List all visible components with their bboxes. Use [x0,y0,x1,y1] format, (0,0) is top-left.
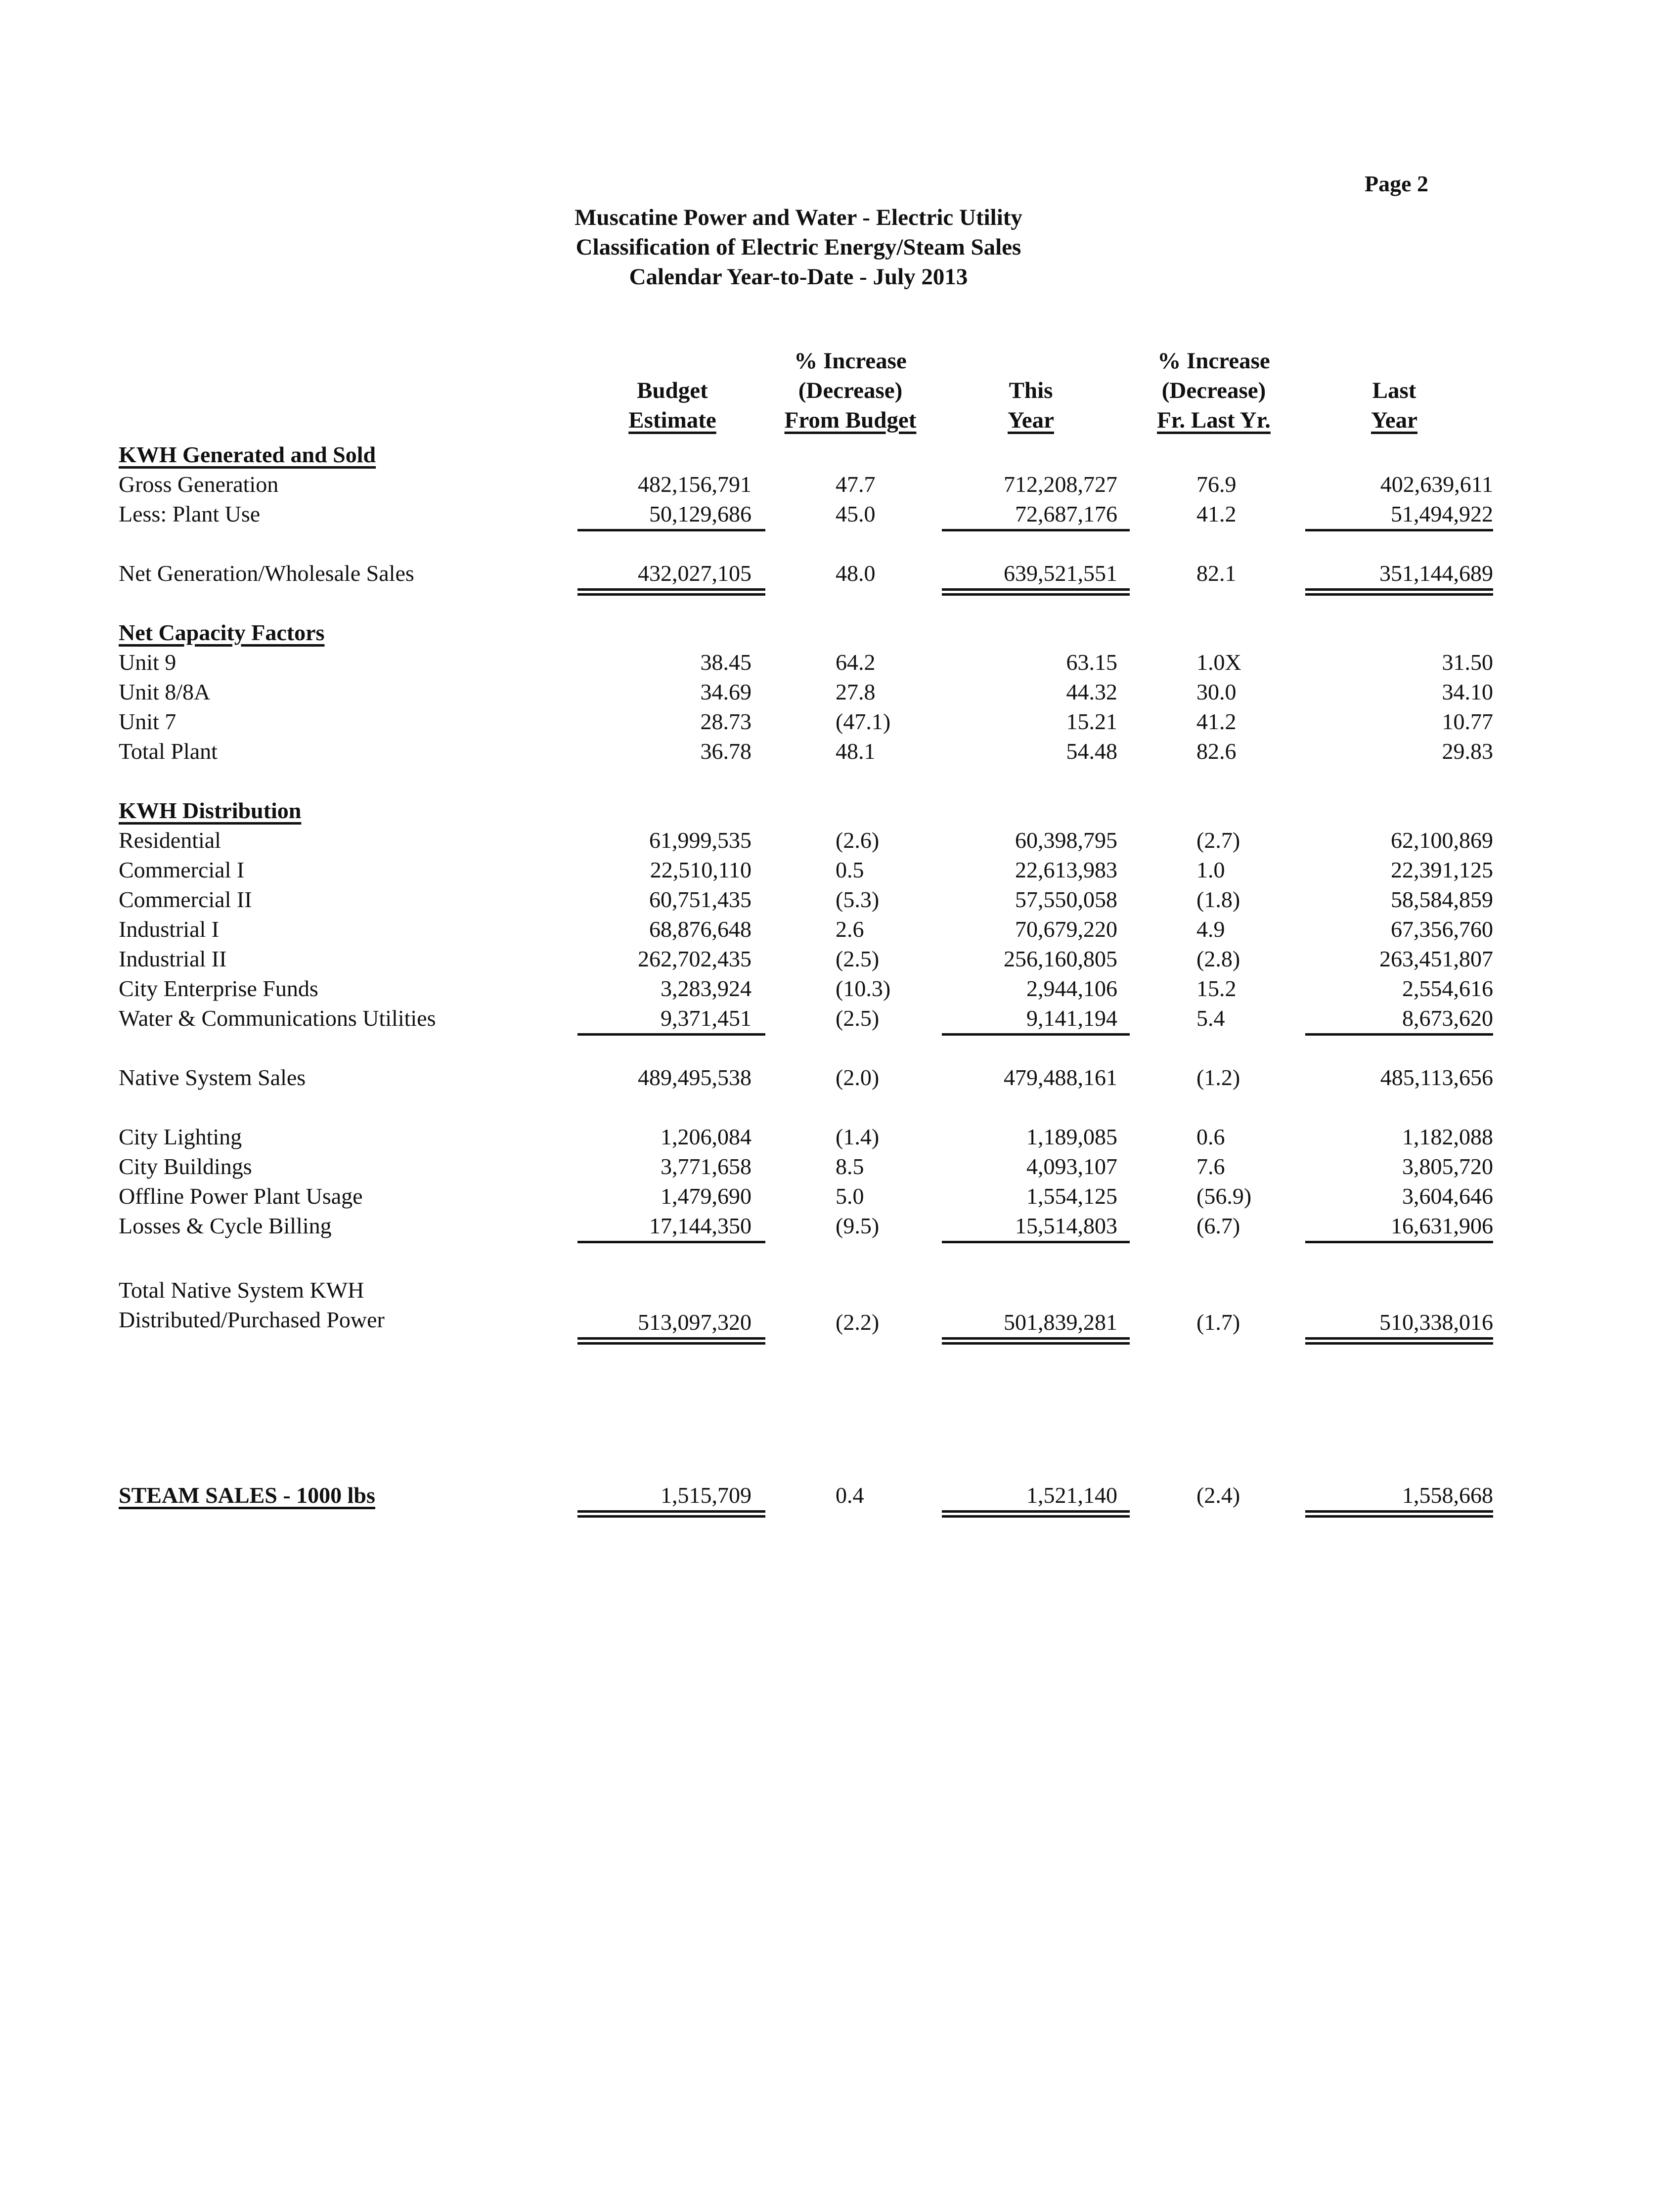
cell-pct-last-year: 5.4 [1196,1005,1225,1031]
cell-this-year: 256,160,805 [1004,946,1117,971]
cell-this-year: 22,613,983 [1015,857,1117,882]
row-label: Unit 8/8A [119,679,211,704]
double-rule [577,1337,765,1340]
col-header-line: (Decrease) [1161,378,1266,403]
col-header-line: Year [1008,407,1054,433]
cell-pct-last-year: 0.6 [1196,1124,1225,1149]
double-rule [577,1510,765,1513]
col-header-line: Year [1371,407,1417,433]
row-label: City Enterprise Funds [119,976,318,1001]
cell-last-year: 62,100,869 [1391,828,1493,853]
cell-budget: 489,495,538 [638,1065,752,1090]
title-line-3: Calendar Year-to-Date - July 2013 [629,264,968,290]
cell-pct-last-year: (1.2) [1196,1065,1240,1090]
title-line-2: Classification of Electric Energy/Steam Sales [575,234,1021,260]
row-label: Unit 9 [119,650,177,675]
page-number: Page 2 [1365,171,1429,196]
cell-pct-last-year: (2.8) [1196,946,1240,971]
cell-budget: 61,999,535 [649,828,752,853]
row-label: Commercial I [119,857,245,882]
cell-pct-budget: 48.1 [836,739,876,764]
double-rule [577,593,765,596]
col-header-line: This [1009,378,1053,403]
cell-pct-last-year: (2.4) [1196,1483,1240,1508]
cell-pct-budget: (2.6) [836,828,880,853]
cell-last-year: 1,182,088 [1402,1124,1493,1149]
cell-pct-budget: 64.2 [836,650,876,675]
cell-pct-budget: 5.0 [836,1183,864,1209]
cell-this-year: 2,944,106 [1026,976,1117,1001]
row-label: Less: Plant Use [119,501,261,526]
subtotal-rule [1305,1033,1493,1036]
cell-last-year: 485,113,656 [1380,1065,1493,1090]
cell-pct-budget: 45.0 [836,501,876,526]
double-rule [1305,593,1493,596]
cell-last-year: 3,805,720 [1402,1154,1493,1179]
col-header-pct-from-last-year [1115,346,1313,435]
cell-budget: 50,129,686 [649,501,752,526]
cell-last-year: 351,144,689 [1379,561,1493,586]
col-header-line: Fr. Last Yr. [1157,407,1271,433]
cell-pct-last-year: 4.9 [1196,917,1225,942]
cell-this-year: 70,679,220 [1015,917,1117,942]
cell-last-year: 402,639,611 [1380,472,1493,497]
cell-last-year: 2,554,616 [1402,976,1493,1001]
cell-last-year: 51,494,922 [1391,501,1493,526]
double-rule [942,1510,1130,1513]
col-header-line [574,346,771,376]
cell-pct-last-year: (1.7) [1196,1310,1240,1335]
cell-last-year: 58,584,859 [1391,887,1493,912]
double-rule [942,588,1130,591]
col-header-pct-from-budget [752,346,949,435]
row-label: City Buildings [119,1154,252,1179]
cell-this-year: 9,141,194 [1026,1005,1117,1031]
cell-pct-budget: (47.1) [836,709,891,734]
double-rule [942,1337,1130,1340]
col-header-line: % Increase [794,348,907,374]
cell-last-year: 510,338,016 [1379,1310,1493,1335]
section-heading-kwh-generated: KWH Generated and Sold [119,442,376,467]
cell-last-year: 67,356,760 [1391,917,1493,942]
subtotal-rule [577,1241,765,1243]
col-header-budget-estimate [574,346,771,435]
row-label: Gross Generation [119,472,279,497]
col-header-line: Last [1372,378,1416,403]
cell-this-year: 60,398,795 [1015,828,1117,853]
cell-budget: 1,479,690 [661,1183,752,1209]
cell-last-year: 8,673,620 [1402,1005,1493,1031]
double-rule [577,588,765,591]
cell-this-year: 72,687,176 [1015,501,1117,526]
cell-pct-last-year: 1.0 [1196,857,1225,882]
subtotal-rule [577,529,765,531]
section-heading-capacity: Net Capacity Factors [119,620,325,645]
title-line-1: Muscatine Power and Water - Electric Utility [575,205,1022,230]
cell-last-year: 263,451,807 [1379,946,1493,971]
cell-this-year: 44.32 [1066,679,1117,704]
cell-budget: 22,510,110 [650,857,752,882]
subtotal-rule [1305,1241,1493,1243]
cell-pct-budget: 47.7 [836,472,876,497]
row-label: Commercial II [119,887,252,912]
cell-pct-budget: (10.3) [836,976,891,1001]
subtotal-rule [942,1241,1130,1243]
cell-budget: 3,771,658 [661,1154,752,1179]
cell-last-year: 29.83 [1442,739,1493,764]
row-label: Industrial I [119,917,220,942]
cell-this-year: 54.48 [1066,739,1117,764]
cell-budget: 34.69 [700,679,752,704]
subtotal-rule [1305,529,1493,531]
cell-pct-last-year: (2.7) [1196,828,1240,853]
double-rule [942,593,1130,596]
cell-pct-last-year: (1.8) [1196,887,1240,912]
col-header-line [1295,346,1493,376]
cell-pct-budget: (5.3) [836,887,880,912]
row-label: Water & Communications Utilities [119,1005,436,1031]
cell-last-year: 34.10 [1442,679,1493,704]
cell-budget: 28.73 [700,709,752,734]
cell-this-year: 1,189,085 [1026,1124,1117,1149]
cell-this-year: 63.15 [1066,650,1117,675]
cell-budget: 513,097,320 [638,1310,752,1335]
cell-pct-last-year: 41.2 [1196,709,1237,734]
cell-pct-budget: (2.5) [836,1005,880,1031]
row-label-line-1: Total Native System KWH [119,1277,364,1303]
double-rule [577,1342,765,1345]
cell-budget: 482,156,791 [638,472,752,497]
col-header-line: (Decrease) [798,378,903,403]
cell-pct-budget: (2.5) [836,946,880,971]
cell-pct-last-year: 82.1 [1196,561,1237,586]
subtotal-rule [577,1033,765,1036]
row-label: Total Plant [119,739,218,764]
double-rule [577,1515,765,1518]
row-label: Residential [119,828,221,853]
cell-budget: 432,027,105 [638,561,752,586]
cell-budget: 3,283,924 [661,976,752,1001]
cell-pct-last-year: 15.2 [1196,976,1237,1001]
cell-pct-last-year: 7.6 [1196,1154,1225,1179]
row-label: Native System Sales [119,1065,306,1090]
cell-last-year: 22,391,125 [1391,857,1493,882]
row-label: Industrial II [119,946,227,971]
col-header-line: Budget [637,378,708,403]
cell-budget: 1,515,709 [661,1483,752,1508]
col-header-line: Estimate [628,407,716,433]
row-label: Offline Power Plant Usage [119,1183,363,1209]
cell-last-year: 16,631,906 [1391,1213,1493,1238]
double-rule [1305,1342,1493,1345]
cell-budget: 60,751,435 [649,887,752,912]
double-rule [942,1342,1130,1345]
cell-budget: 1,206,084 [661,1124,752,1149]
row-label: Losses & Cycle Billing [119,1213,332,1238]
cell-pct-budget: (1.4) [836,1124,880,1149]
cell-last-year: 1,558,668 [1402,1483,1493,1508]
cell-last-year: 3,604,646 [1402,1183,1493,1209]
cell-this-year: 1,521,140 [1026,1483,1117,1508]
cell-budget: 36.78 [700,739,752,764]
cell-pct-last-year: 1.0X [1196,650,1241,675]
cell-this-year: 15.21 [1066,709,1117,734]
double-rule [1305,1515,1493,1518]
cell-this-year: 501,839,281 [1004,1310,1117,1335]
col-header-last-year [1295,346,1493,435]
cell-pct-last-year: (6.7) [1196,1213,1240,1238]
subtotal-rule [942,1033,1130,1036]
col-header-this-year [932,346,1130,435]
cell-pct-budget: (2.0) [836,1065,880,1090]
row-label: City Lighting [119,1124,242,1149]
cell-pct-budget: 0.4 [836,1483,864,1508]
cell-pct-budget: 0.5 [836,857,864,882]
cell-pct-last-year: 76.9 [1196,472,1237,497]
cell-this-year: 57,550,058 [1015,887,1117,912]
steam-sales-label: STEAM SALES - 1000 lbs [119,1483,375,1508]
section-heading-distribution: KWH Distribution [119,798,302,823]
double-rule [1305,588,1493,591]
cell-pct-last-year: 30.0 [1196,679,1237,704]
cell-last-year: 10.77 [1442,709,1493,734]
cell-last-year: 31.50 [1442,650,1493,675]
row-label: Net Generation/Wholesale Sales [119,561,414,586]
col-header-line: From Budget [784,407,917,433]
cell-budget: 262,702,435 [638,946,752,971]
cell-budget: 68,876,648 [649,917,752,942]
cell-pct-budget: 8.5 [836,1154,864,1179]
cell-this-year: 1,554,125 [1026,1183,1117,1209]
row-label-line-2: Distributed/Purchased Power [119,1307,385,1332]
cell-this-year: 712,208,727 [1004,472,1117,497]
cell-pct-last-year: 82.6 [1196,739,1237,764]
cell-pct-last-year: 41.2 [1196,501,1237,526]
cell-budget: 17,144,350 [649,1213,752,1238]
cell-pct-budget: 27.8 [836,679,876,704]
cell-pct-budget: 48.0 [836,561,876,586]
cell-pct-budget: (2.2) [836,1310,880,1335]
cell-this-year: 479,488,161 [1004,1065,1117,1090]
double-rule [1305,1510,1493,1513]
cell-this-year: 639,521,551 [1004,561,1117,586]
report-title [0,203,1597,292]
cell-budget: 9,371,451 [661,1005,752,1031]
cell-this-year: 4,093,107 [1026,1154,1117,1179]
row-label: Unit 7 [119,709,177,734]
cell-this-year: 15,514,803 [1015,1213,1117,1238]
cell-pct-budget: 2.6 [836,917,864,942]
double-rule [1305,1337,1493,1340]
col-header-line [932,346,1130,376]
cell-budget: 38.45 [700,650,752,675]
col-header-line: % Increase [1157,348,1270,374]
subtotal-rule [942,529,1130,531]
double-rule [942,1515,1130,1518]
cell-pct-last-year: (56.9) [1196,1183,1252,1209]
cell-pct-budget: (9.5) [836,1213,880,1238]
